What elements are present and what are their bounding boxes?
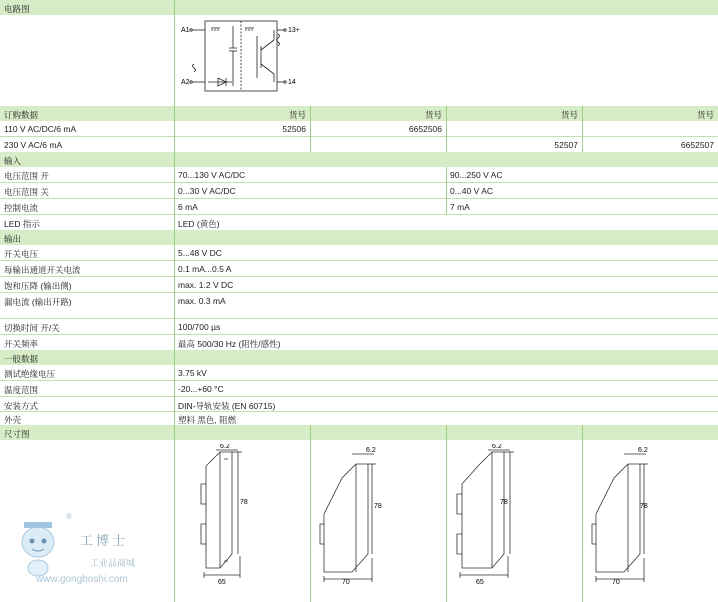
section-ordering-title: 订购数据 — [4, 110, 39, 120]
dimension-drawing-3 — [448, 444, 580, 584]
section-dimensions-title: 尺寸图 — [4, 429, 30, 439]
ordering-row-2-c3: 52507 — [554, 140, 578, 150]
input-row-3-a: 6 mA — [178, 202, 198, 212]
section-general-title: 一般数据 — [4, 354, 39, 364]
general-row-3-a: DIN-导轨安装 (EN 60715) — [178, 401, 276, 411]
general-row-2-label: 温度范围 — [4, 385, 39, 395]
ordering-row-2-c4: 6652507 — [680, 140, 714, 150]
input-row-2-label: 电压范围 关 — [4, 187, 49, 197]
output-row-2-label: 每输出通道开关电流 — [4, 265, 81, 275]
input-row-1-b: 90...250 V AC — [450, 170, 503, 180]
section-input-header — [0, 152, 718, 167]
dim-1-height: 78 — [240, 499, 248, 506]
section-ordering-header — [0, 106, 718, 121]
dim-2-height: 78 — [374, 503, 382, 510]
output-row-5-a: 100/700 µs — [178, 322, 221, 332]
general-row-1-label: 测试绝缘电压 — [4, 369, 56, 379]
circuit-label-14: 14 — [288, 79, 296, 86]
col-header-1: 货号 — [288, 110, 306, 120]
dimension-drawing-2 — [312, 444, 444, 584]
general-row-1-a: 3.75 kV — [178, 368, 207, 378]
output-row-2-a: 0.1 mA...0.5 A — [178, 264, 232, 274]
section-output-header — [0, 230, 718, 245]
ordering-row-1-label: 110 V AC/DC/6 mA — [4, 124, 77, 134]
input-row-1-label: 电压范围 开 — [4, 171, 49, 181]
dimension-drawing-1 — [176, 444, 308, 584]
circuit-label-a1: A1 — [181, 27, 190, 34]
section-circuit-header — [0, 0, 718, 15]
dimension-drawing-4 — [584, 444, 716, 584]
output-row-1-label: 开关电压 — [4, 249, 39, 259]
ordering-row-1-c1: 52506 — [282, 124, 306, 134]
input-row-4-a: LED (黄色) — [178, 219, 220, 229]
dim-1-thickness: 6.2 — [220, 444, 230, 450]
ordering-row-2-label: 230 V AC/6 mA — [4, 140, 63, 150]
section-circuit-title: 电路图 — [4, 4, 30, 14]
ordering-row-1 — [0, 121, 718, 136]
col-header-4: 货号 — [696, 110, 714, 120]
input-row-4-label: LED 指示 — [4, 219, 40, 229]
input-row-3-b: 7 mA — [450, 202, 470, 212]
output-row-3-a: max. 1.2 V DC — [178, 280, 234, 290]
col-header-3: 货号 — [560, 110, 578, 120]
col-header-2: 货号 — [424, 110, 442, 120]
ordering-row-1-c2: 6652506 — [408, 124, 442, 134]
circuit-label-a2: A2 — [181, 79, 190, 86]
dim-3-height: 78 — [500, 499, 508, 506]
output-row-4-label: 漏电流 (输出开路) — [4, 297, 72, 307]
dim-2-width: 70 — [342, 579, 350, 584]
output-row-6-label: 开关频率 — [4, 339, 39, 349]
ordering-row-2 — [0, 137, 718, 152]
watermark-sub: 工业品商城 — [90, 558, 136, 568]
section-input-title: 输入 — [4, 156, 22, 166]
dim-4-width: 70 — [612, 579, 620, 584]
dim-3-width: 65 — [476, 579, 484, 584]
circuit-label-13: 13+ — [288, 27, 300, 34]
dim-2-thickness: 6.2 — [366, 447, 376, 454]
section-output-title: 输出 — [4, 234, 22, 244]
mascot-icon — [14, 512, 74, 582]
input-row-1-a: 70...130 V AC/DC — [178, 170, 246, 180]
general-row-4-a: 塑料 黑色, 阻燃 — [178, 415, 237, 425]
general-row-4-label: 外壳 — [4, 415, 22, 425]
input-row-2-a: 0...30 V AC/DC — [178, 186, 236, 196]
watermark-url: www.gongboshi.com — [36, 574, 128, 585]
watermark-reg: ® — [66, 512, 72, 521]
output-row-5-label: 切换时间 开/关 — [4, 323, 60, 333]
dim-3-thickness: 6.2 — [492, 444, 502, 450]
input-row-2-b: 0...40 V AC — [450, 186, 493, 196]
output-row-1-a: 5...48 V DC — [178, 248, 222, 258]
general-row-3-label: 安装方式 — [4, 401, 39, 411]
section-general-header — [0, 350, 718, 365]
dim-4-thickness: 6.2 — [638, 447, 648, 454]
output-row-4-a: max. 0.3 mA — [178, 296, 226, 306]
output-row-6-a: 最高 500/30 Hz (阻性/感性) — [178, 339, 281, 349]
watermark-brand: 工博士 — [80, 533, 129, 548]
section-dimensions-header — [0, 425, 718, 440]
input-row-3-label: 控制电流 — [4, 203, 39, 213]
watermark — [14, 512, 164, 592]
dim-4-height: 78 — [640, 503, 648, 510]
output-row-3-label: 饱和压降 (输出侧) — [4, 281, 72, 291]
dim-1-width: 65 — [218, 579, 226, 584]
circuit-diagram — [178, 18, 308, 96]
general-row-2-a: -20...+60 °C — [178, 384, 224, 394]
